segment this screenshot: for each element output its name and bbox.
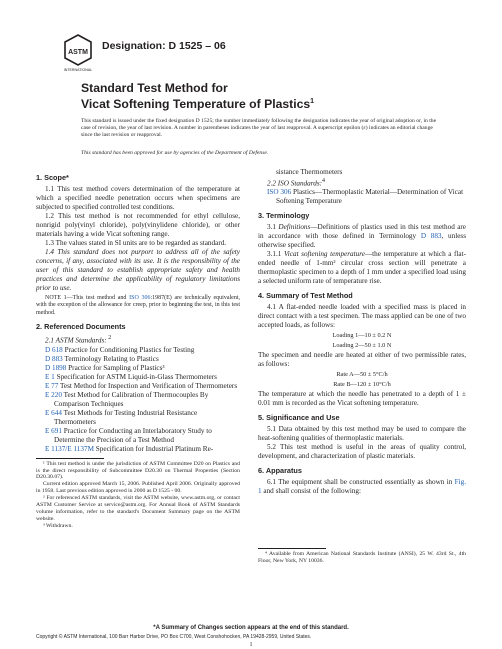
ref-item: E 691 Practice for Conducting an Interlaboratory Study to Determine the Precision of a Test Method bbox=[45, 426, 212, 444]
note-1: NOTE 1—This test method and ISO 306:1987(E) are technically equivalent, with the exception of the allowance for creep, prior to beginning the test, in this test method. bbox=[36, 295, 240, 316]
section-6-heading: 6. Apparatus bbox=[258, 466, 302, 476]
svg-text:INTERNATIONAL: INTERNATIONAL bbox=[63, 68, 93, 72]
ref-item: D 883 Terminology Relating to Plastics bbox=[45, 354, 159, 363]
footnote-rule bbox=[36, 458, 104, 459]
copyright: Copyright © ASTM International, 100 Barr Harbor Drive, PO Box C700, West Conshohocken, PA 19428-2959, United States. bbox=[36, 634, 312, 640]
footnote-4: ⁴ Available from American National Standards Institute (ANSI), 25 W. 43rd St., 4th Floor, New York, NY 10036. bbox=[258, 551, 466, 565]
iso-306-link[interactable]: ISO 306 bbox=[129, 295, 151, 301]
ref-item: E 1 Specification for ASTM Liquid-in-Glass Thermometers bbox=[45, 372, 217, 381]
para-3-1-1: 3.1.1 Vicat softening temperature—the temperature at which a flat-ended needle of 1-mm² circular cross section will penetrate a thermoplastic specimen to a depth of 1 mm under a specified load using a selected uniform rate of temperature rise. bbox=[258, 250, 467, 286]
footnote-3: ³ Withdrawn. bbox=[43, 522, 73, 529]
para-1-3: 1.3 The values stated in SI units are to be regarded as standard. bbox=[45, 239, 227, 247]
ref-item: ISO 306 Plastics—Thermoplastic Material—Determination of Vicat Softening Temperature bbox=[267, 188, 464, 206]
right-column bbox=[258, 168, 466, 565]
footnote-1: ¹ This test method is under the jurisdiction of ASTM Committee D20 on Plastics and is the direct responsibility of Subcommittee D20.30 on Thermal Properties (Section D20.30.07). bbox=[36, 460, 240, 481]
rate-a: Rate A—50 ± 5°C/h bbox=[336, 371, 388, 379]
loading-1: Loading 1—10 ± 0.2 N bbox=[332, 332, 392, 340]
section-4-heading: 4. Summary of Test Method bbox=[258, 291, 353, 301]
title-footnote-ref: 1 bbox=[310, 98, 315, 105]
reference-list bbox=[36, 346, 240, 454]
para-1-4: 1.4 This standard does not purport to address all of the safety concerns, if any, associated with its use. It is the responsibility of the user of this standard to establish appropriate safety and health practices and determine the applicability of regulatory limitations prior to use. bbox=[36, 248, 240, 292]
iso-standards-label: 2.2 ISO Standards:$^4$ bbox=[267, 178, 326, 188]
ref-continuation: sistance Thermometers bbox=[276, 168, 343, 176]
page-number: 1 bbox=[249, 642, 253, 648]
section-1-heading: 1. Scope* bbox=[36, 173, 69, 182]
footnote-2: ² For referenced ASTM standards, visit the ASTM website, www.astm.org, or contact ASTM Customer Service at service@astm.org. For Annual Book of ASTM Standards volume information, refer to the standard's Document Summary page on the ASTM website. bbox=[36, 495, 240, 522]
ref-item: E 77 Test Method for Inspection and Verification of Thermometers bbox=[45, 381, 238, 390]
section-2-heading: 2. Referenced Documents bbox=[36, 322, 126, 332]
footnote-1b: Current edition approved March 15, 2006. Published April 2006. Originally approved in 1958. Last previous edition approved in 2000 as D 1525 - 00. bbox=[36, 481, 240, 495]
para-4-3: The temperature at which the needle has penetrated to a depth of 1 ± 0.01 mm is recorded as the Vicat softening temperature. bbox=[258, 390, 466, 408]
para-1-2: 1.2 This test method is not recommended for ethyl cellulose, nonrigid poly(vinyl chloride), poly(vinylidene chloride), or other materials having a wide Vicat softening range. bbox=[36, 212, 240, 238]
ref-item: E 644 Test Methods for Testing Industrial Resistance Thermometers bbox=[45, 408, 198, 426]
section-3-heading: 3. Terminology bbox=[258, 211, 310, 221]
designation: Designation: D 1525 – 06 bbox=[102, 40, 226, 52]
astm-logo bbox=[63, 34, 93, 72]
para-4-2: The specimen and needle are heated at either of two permissible rates, as follows: bbox=[258, 351, 466, 369]
ref-item: E 1137/E 1137M Specification for Industrial Platinum Re- bbox=[45, 444, 214, 453]
para-4-1: 4.1 A flat-ended needle loaded with a specified mass is placed in direct contact with a test specimen. The mass applied can be one of two accepted loads, as follows: bbox=[258, 303, 466, 330]
para-1-1: 1.1 This test method covers determination of the temperature at which a specified needle penetration occurs when specimens are subjected to specified controlled test conditions. bbox=[36, 185, 240, 211]
para-5-1: 5.1 Data obtained by this test method may be used to compare the heat-softening qualities of thermoplastic materials. bbox=[258, 425, 466, 443]
fig-1-link[interactable]: Fig. 1 bbox=[258, 478, 466, 496]
title-line-2: Vicat Softening Temperature of Plastics bbox=[81, 97, 311, 112]
summary-of-changes-note: *A Summary of Changes section appears at the end of this standard. bbox=[153, 625, 349, 631]
footnote-rule bbox=[258, 548, 326, 549]
astm-standards-label: 2.1 ASTM Standards: $^2$ bbox=[45, 335, 112, 345]
ref-item: D 1898 Practice for Sampling of Plastics³ bbox=[45, 363, 165, 372]
title-line-1: Standard Test Method for bbox=[81, 81, 228, 95]
section-5-heading: 5. Significance and Use bbox=[258, 413, 340, 423]
para-3-1: 3.1 Definitions—Definitions of plastics used in this test method are in accordance with those defined in Terminology D 883, unless otherwise specified. bbox=[258, 223, 466, 250]
loading-2: Loading 2—50 ± 1.0 N bbox=[332, 342, 392, 350]
page-title bbox=[81, 81, 314, 111]
ref-item: D 618 Practice for Conditioning Plastics for Testing bbox=[45, 345, 195, 354]
d883-link[interactable]: D 883 bbox=[420, 232, 442, 241]
ref-item: E 220 Test Method for Calibration of Thermocouples By Comparison Techniques bbox=[45, 390, 209, 408]
intro-paragraph: This standard is issued under the fixed designation D 1525; the number immediately following the designation indicates the year of original adoption or, in the case of revision, the year of last revision. A number in parentheses indicates the year of last reapproval. A superscript epsilon (ε) indicates an editorial change since the last revision or reapproval. bbox=[81, 118, 437, 139]
para-5-2: 5.2 This test method is useful in the areas of quality control, development, and characterization of plastic materials. bbox=[258, 443, 466, 461]
left-column bbox=[36, 168, 240, 530]
rate-b: Rate B—120 ± 10°C/h bbox=[333, 381, 391, 389]
para-6-1: 6.1 The equipment shall be constructed essentially as shown in Fig. 1 and shall consist of the following: bbox=[258, 478, 466, 496]
svg-text:ASTM: ASTM bbox=[68, 49, 88, 56]
dod-approval: This standard has been approved for use by agencies of the Department of Defense. bbox=[81, 150, 269, 156]
